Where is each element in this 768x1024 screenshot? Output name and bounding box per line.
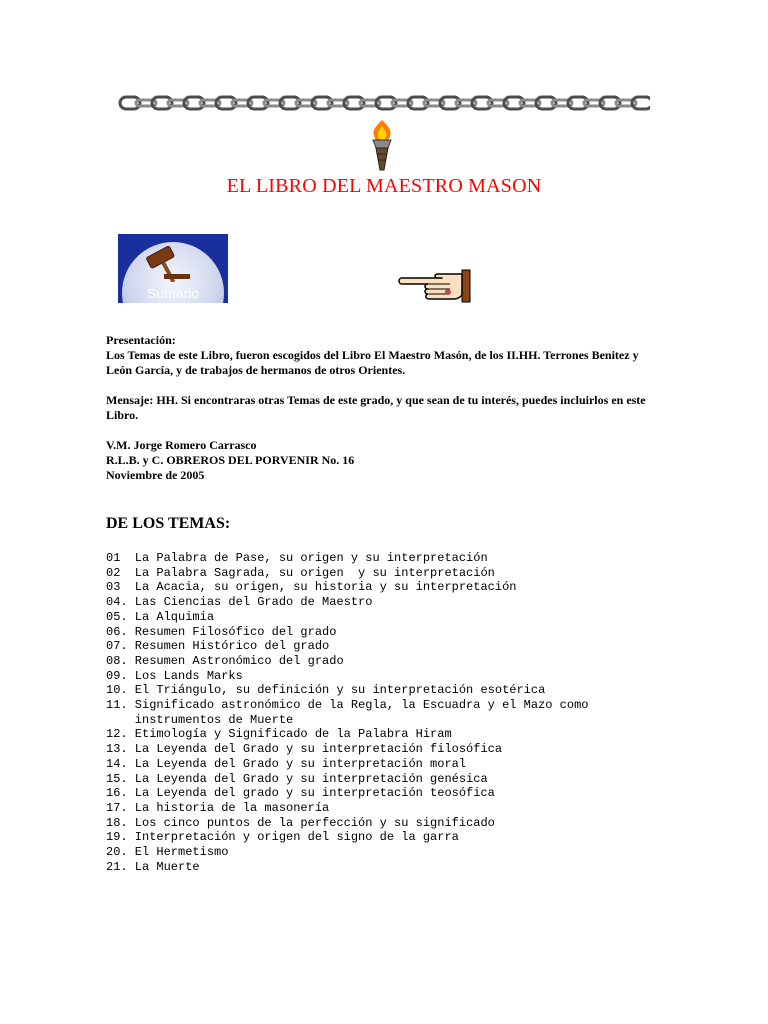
presentacion-label: Presentación: (106, 333, 176, 347)
topic-item: 09. Los Lands Marks (106, 668, 243, 683)
chain-divider-icon (118, 94, 650, 112)
topic-item: 10. El Triángulo, su definición y su interpretación esotérica (106, 683, 546, 698)
presentacion-text: Los Temas de este Libro, fueron escogidos del Libro El Maestro Masón, de los II.HH. Terrones Benitez y León García, y de trabajos de hermanos de otros Orientes. (106, 348, 639, 377)
document-title: EL LIBRO DEL MAESTRO MASON (226, 175, 542, 197)
topic-item: 08. Resumen Astronómico del grado (106, 653, 344, 668)
topic-item: 15. La Leyenda del Grado y su interpretación genésica (106, 771, 488, 786)
topic-item: 12. Etimología y Significado de la Palabra Hiram (106, 727, 452, 742)
topic-item: 03 La Acacia, su origen, su historia y su interpretación (106, 580, 517, 595)
topic-item: 05. La Alquimia (106, 609, 215, 624)
mensaje-text: Mensaje: HH. Si encontraras otras Temas de este grado, y que sean de tu interés, puedes incluirlos en este Libro. (106, 393, 646, 422)
topic-item: 19. Interpretación y origen del signo de la garra (106, 830, 459, 845)
pointing-hand-icon[interactable] (398, 264, 472, 304)
topic-item: 17. La historia de la masonería (106, 800, 330, 815)
topic-item: 07. Resumen Histórico del grado (106, 639, 330, 654)
document-date: Noviembre de 2005 (106, 468, 205, 482)
gavel-icon (134, 242, 194, 282)
signature-section (106, 438, 666, 483)
topic-item: 18. Los cinco puntos de la perfección y su significado (106, 815, 495, 830)
topic-item: 06. Resumen Filosófico del grado (106, 624, 337, 639)
topic-item: 14. La Leyenda del Grado y su interpretación moral (106, 756, 467, 771)
topics-list (106, 551, 588, 874)
torch-icon (366, 118, 398, 172)
topic-item: 02 La Palabra Sagrada, su origen y su interpretación (106, 565, 495, 580)
sumario-label: Sumario (146, 285, 200, 301)
topic-item: 13. La Leyenda del Grado y su interpretación filosófica (106, 742, 503, 757)
topic-item: 21. La Muerte (106, 859, 200, 874)
author-name: V.M. Jorge Romero Carrasco (106, 438, 257, 452)
lodge-name: R.L.B. y C. OBREROS DEL PORVENIR No. 16 (106, 453, 355, 467)
topic-item: 01 La Palabra de Pase, su origen y su interpretación (106, 551, 488, 565)
topic-item: 04. Las Ciencias del Grado de Maestro (106, 595, 373, 610)
topics-heading: DE LOS TEMAS: (106, 515, 231, 532)
topic-item: 20. El Hermetismo (106, 845, 229, 860)
mensaje-section (106, 393, 666, 423)
sumario-button[interactable] (118, 234, 228, 303)
topic-item: 11. Significado astronómico de la Regla, la Escuadra y el Mazo como instrumentos de Muerte (106, 698, 589, 727)
topic-item: 16. La Leyenda del grado y su interpretación teosófica (106, 786, 495, 801)
presentacion-section (106, 333, 666, 378)
